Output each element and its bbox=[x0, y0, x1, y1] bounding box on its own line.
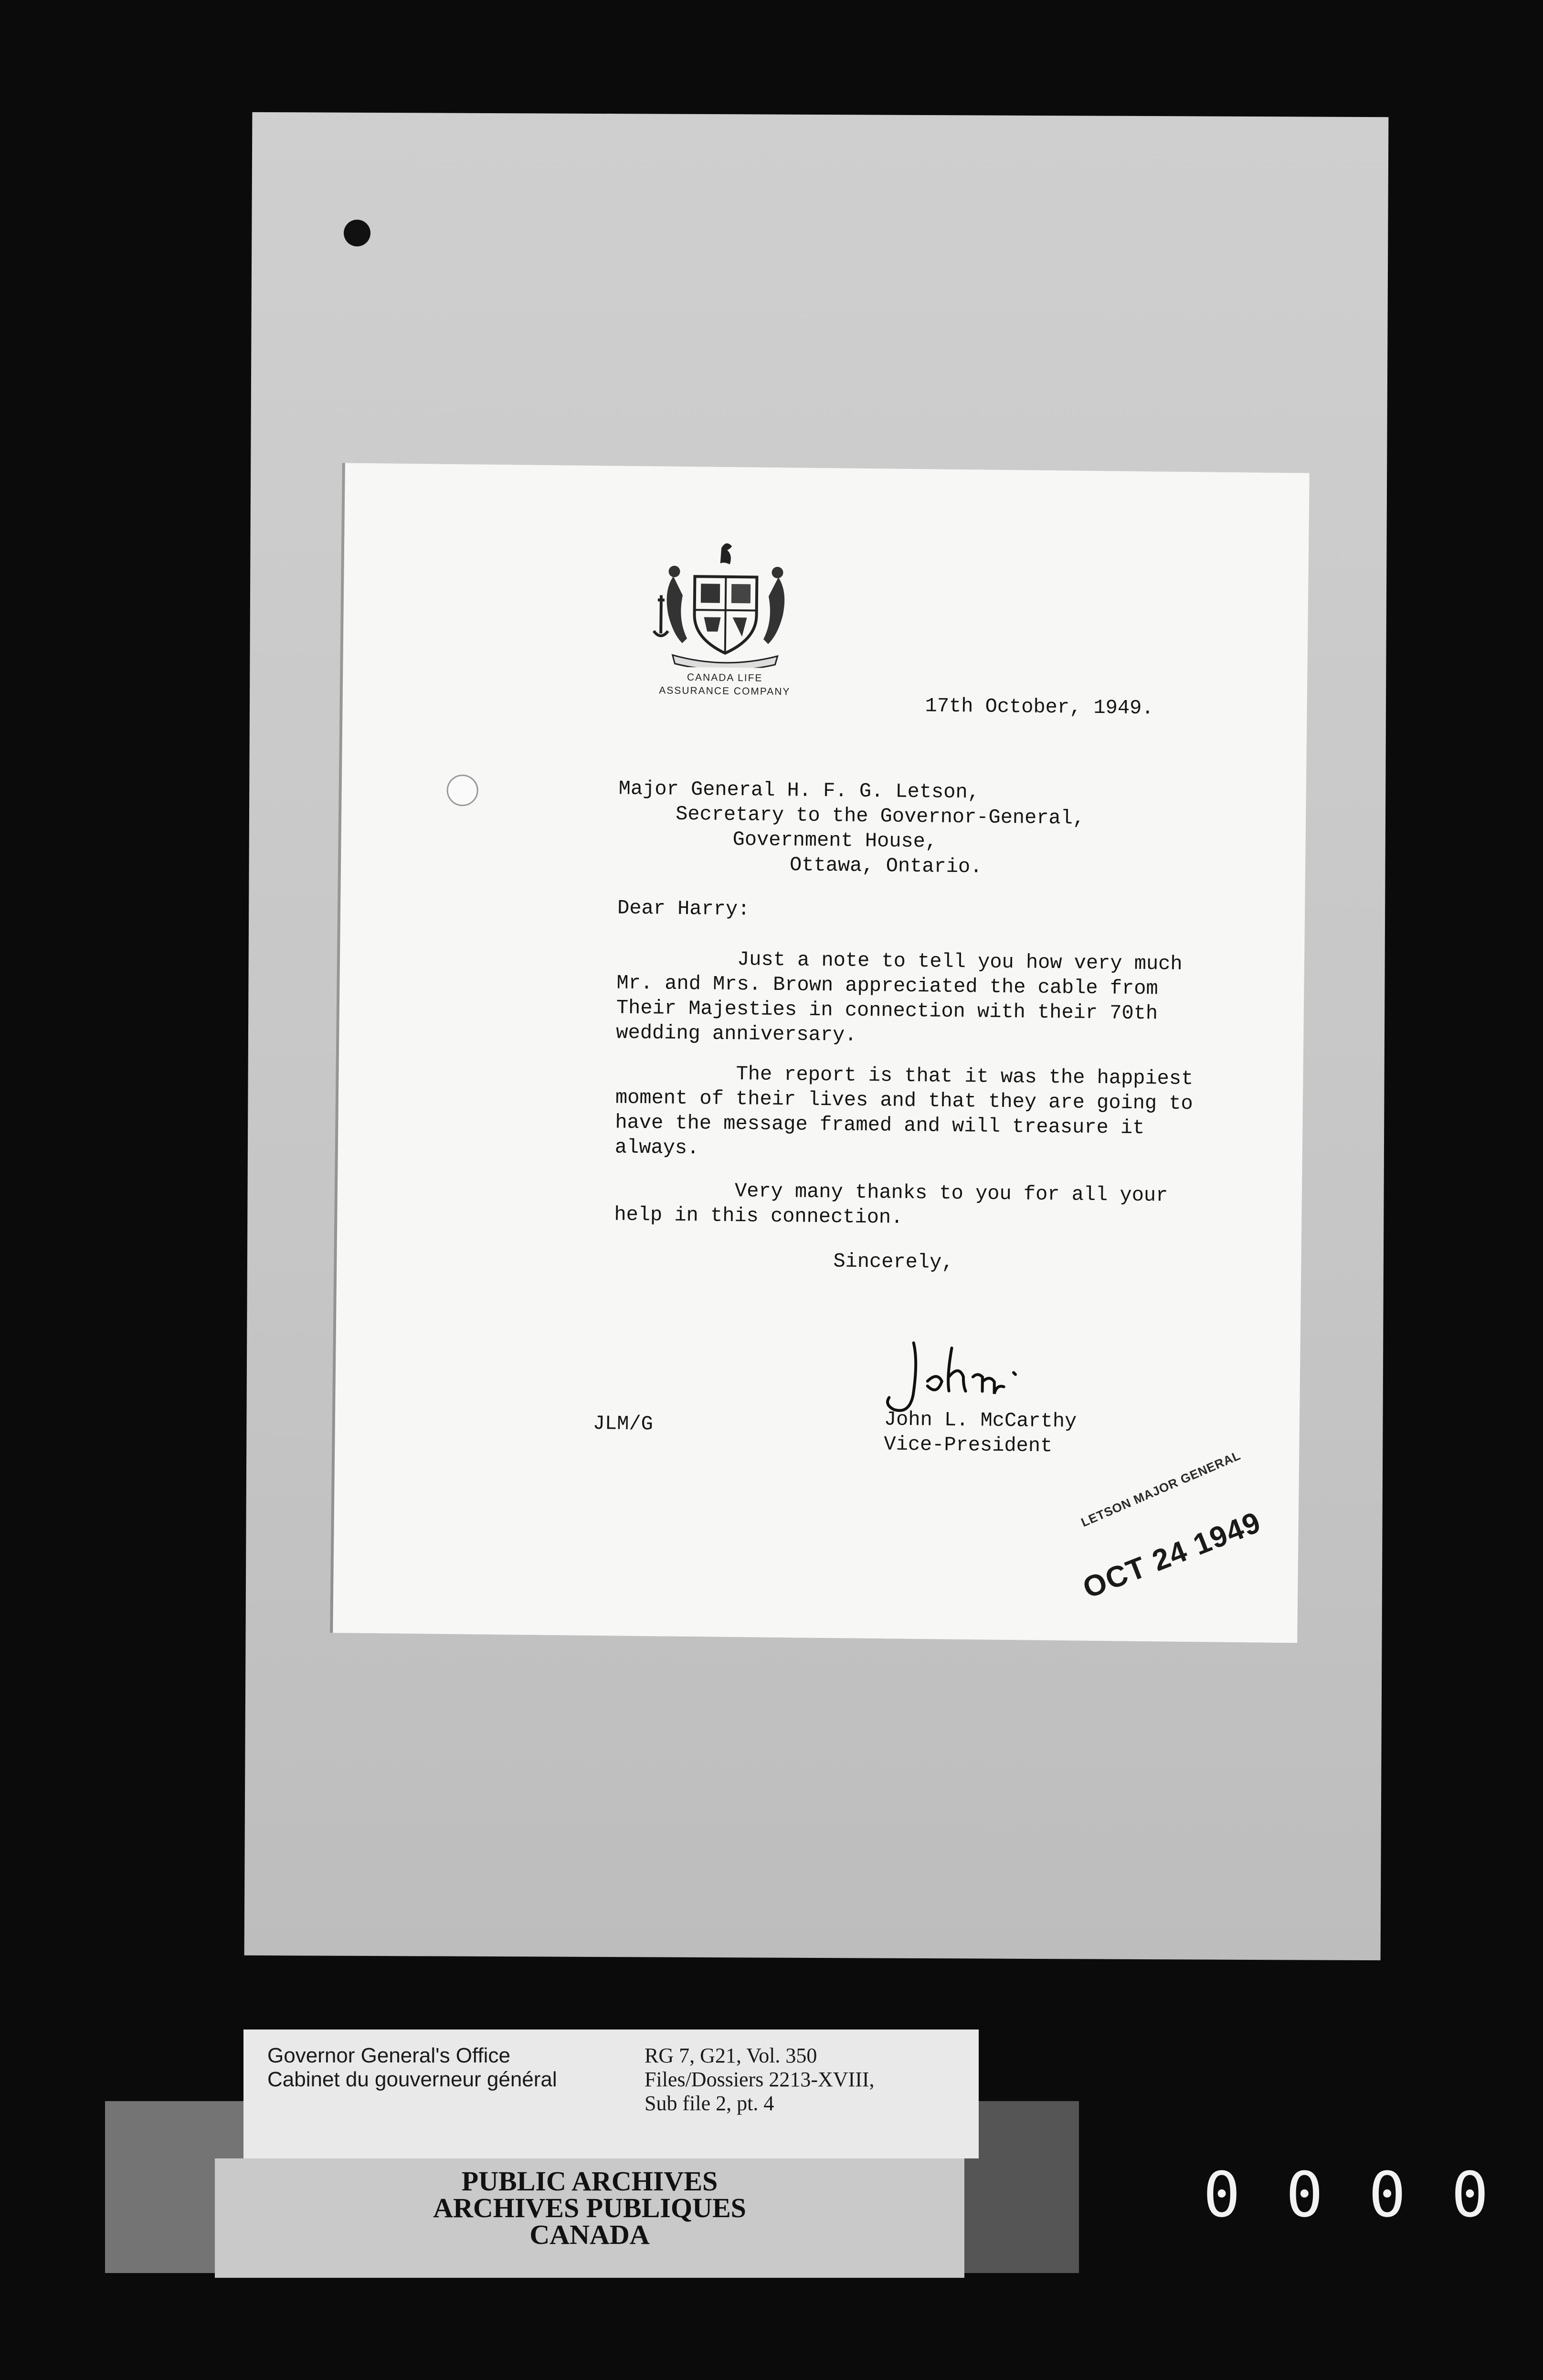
letter-punch-hole bbox=[446, 775, 478, 807]
reference-line: Sub file 2, pt. 4 bbox=[645, 2092, 774, 2115]
reference-line: Files/Dossiers 2213-XVIII, bbox=[645, 2068, 875, 2091]
letter-date: 17th October, 1949. bbox=[925, 694, 1154, 720]
signer-name: John L. McCarthy bbox=[884, 1408, 1077, 1433]
address-line: Secretary to the Governor-General, bbox=[675, 802, 1085, 830]
archive-reference-label bbox=[243, 2029, 979, 2158]
closing: Sincerely, bbox=[833, 1250, 954, 1274]
received-stamp-date: OCT 24 1949 bbox=[1078, 1505, 1266, 1605]
letter-page bbox=[333, 463, 1310, 1643]
archives-name-line: CANADA bbox=[529, 2219, 650, 2250]
archives-name-line: PUBLIC ARCHIVES bbox=[461, 2166, 718, 2197]
office-name-en: Governor General's Office bbox=[267, 2044, 510, 2067]
body-paragraph: Very many thanks to you for all your help in this connection. bbox=[614, 1178, 1168, 1229]
company-name-line1: CANADA LIFE bbox=[687, 672, 763, 684]
received-stamp-name: LETSON MAJOR GENERAL bbox=[1078, 1448, 1243, 1530]
salutation: Dear Harry: bbox=[617, 896, 750, 921]
coat-of-arms-icon bbox=[639, 538, 812, 669]
address-line: Ottawa, Ontario. bbox=[789, 853, 983, 879]
archives-name-label bbox=[215, 2158, 964, 2278]
archives-name-line: ARCHIVES PUBLIQUES bbox=[433, 2192, 746, 2223]
address-line: Government House, bbox=[732, 828, 938, 853]
office-name-fr: Cabinet du gouverneur général bbox=[267, 2068, 557, 2091]
reference-line: RG 7, G21, Vol. 350 bbox=[645, 2044, 817, 2067]
frame-number: 0000 bbox=[1203, 2158, 1534, 2231]
company-name-line2: ASSURANCE COMPANY bbox=[659, 685, 791, 698]
body-paragraph: The report is that it was the happiest moment of their lives and that they are going to have the message framed and will treasure it always. bbox=[614, 1061, 1194, 1160]
folder-punch-hole bbox=[344, 220, 370, 246]
address-line: Major General H. F. G. Letson, bbox=[618, 777, 980, 804]
reference-initials: JLM/G bbox=[592, 1412, 654, 1436]
body-paragraph: Just a note to tell you how very much Mr. and Mrs. Brown appreciated the cable from Their Majesties in connection with their 70th wedding anniversary. bbox=[616, 946, 1183, 1047]
signer-title: Vice-President bbox=[884, 1433, 1053, 1458]
